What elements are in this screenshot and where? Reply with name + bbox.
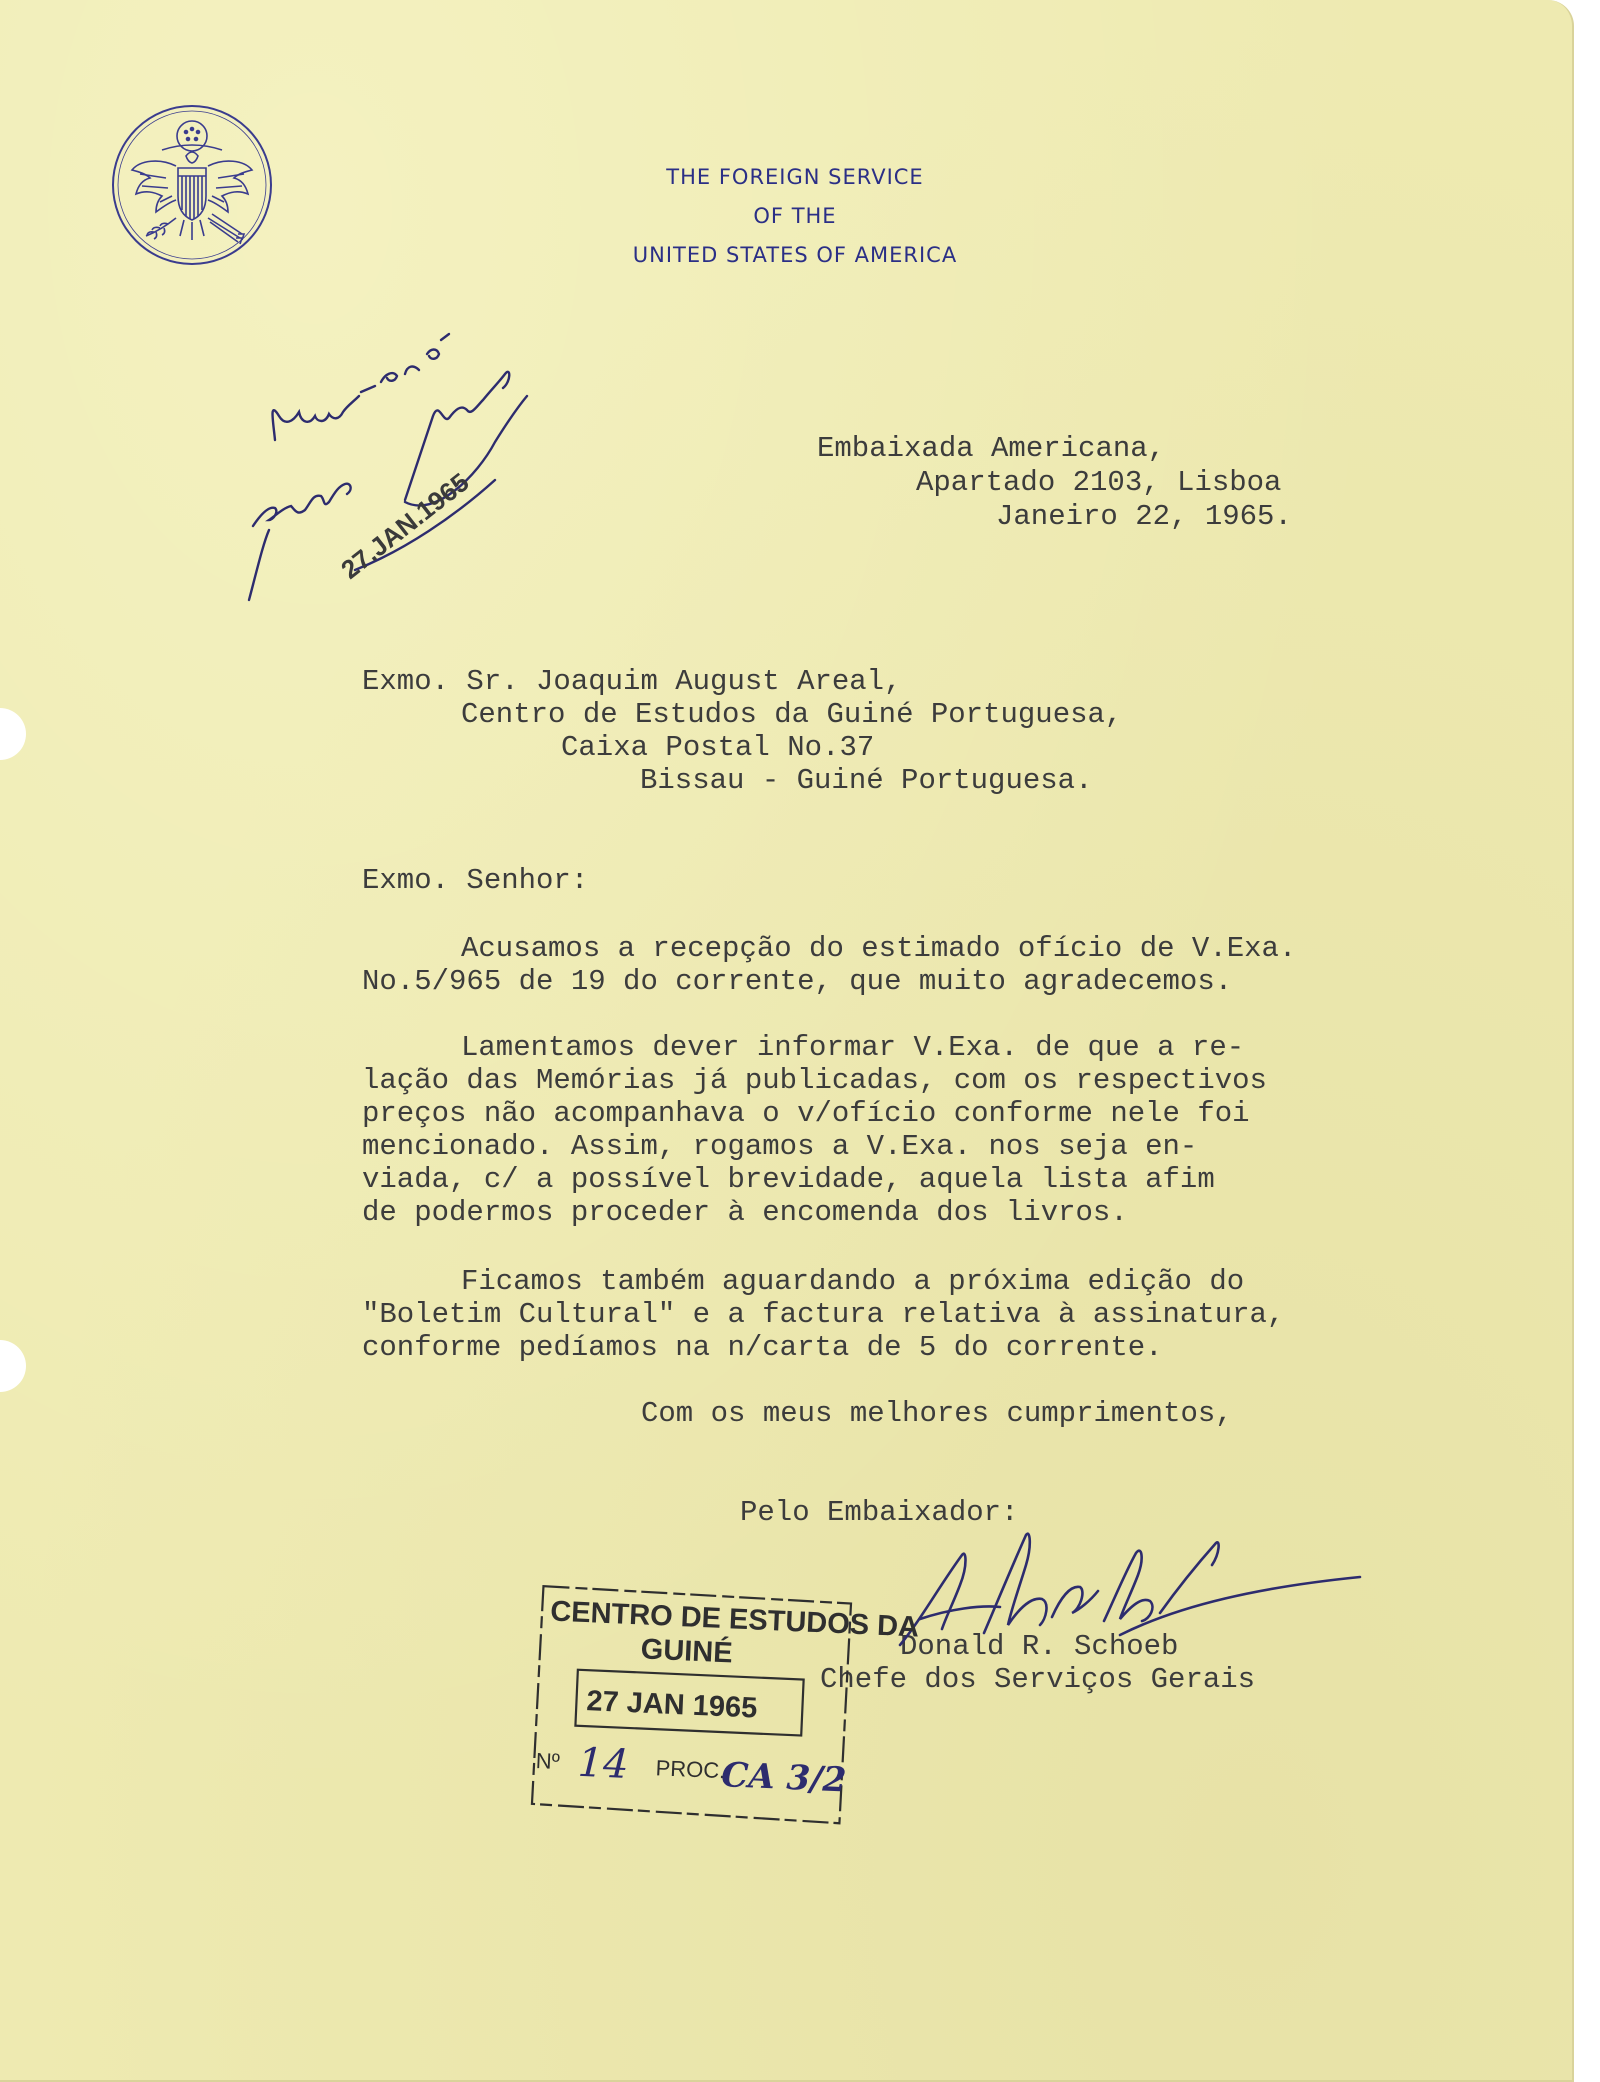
stamp-date: 27 JAN 1965	[585, 1685, 758, 1725]
letterhead-line-1: THE FOREIGN SERVICE	[666, 165, 924, 189]
stamp-proc: CA 3/2	[720, 1755, 848, 1801]
body-p1-line-2: No.5/965 de 19 do corrente, que muito agradecemos.	[362, 965, 1233, 998]
recipient-line-2: Centro de Estudos da Guiné Portuguesa,	[461, 698, 1123, 731]
sender-line-1: Embaixada Americana,	[817, 432, 1166, 465]
handwritten-annotation	[255, 330, 635, 620]
salutation: Exmo. Senhor:	[362, 864, 589, 897]
stamp-proc-label: PROC.	[655, 1755, 726, 1784]
body-p2-line-2: lação das Memórias já publicadas, com os respectivos	[362, 1064, 1267, 1097]
body-p3-line-3: conforme pedíamos na n/carta de 5 do corrente.	[362, 1331, 1163, 1364]
letterhead-line-3: UNITED STATES OF AMERICA	[632, 243, 958, 267]
body-p2-line-4: mencionado. Assim, rogamos a V.Exa. nos seja en-	[362, 1130, 1198, 1163]
stamp-org-line-1: CENTRO DE ESTUDOS DA	[549, 1595, 920, 1644]
recipient-line-3: Caixa Postal No.37	[561, 731, 875, 764]
stamp-org-line-2: GUINÉ	[640, 1633, 734, 1670]
handwritten-signature	[880, 1525, 1370, 1655]
punch-hole-upper	[0, 708, 26, 760]
sender-date: Janeiro 22, 1965.	[996, 500, 1292, 533]
received-stamp	[522, 1578, 920, 1853]
body-p3-line-1: Ficamos também aguardando a próxima edição do	[461, 1265, 1245, 1298]
body-p3-line-2: "Boletim Cultural" e a factura relativa à assinatura,	[362, 1298, 1285, 1331]
letterhead	[560, 158, 1030, 275]
letterhead-line-2: OF THE	[753, 204, 837, 228]
annotation-date-stamp: 27.JAN.1965	[335, 466, 475, 585]
signer-title: Chefe dos Serviços Gerais	[820, 1663, 1256, 1696]
sender-line-2: Apartado 2103, Lisboa	[916, 466, 1282, 499]
body-p2-line-3: preços não acompanhava o v/ofício conforme nele foi	[362, 1097, 1250, 1130]
recipient-line-1: Exmo. Sr. Joaquim August Areal,	[362, 665, 902, 698]
body-p2-line-5: viada, c/ a possível brevidade, aquela lista afim	[362, 1163, 1215, 1196]
recipient-line-4: Bissau - Guiné Portuguesa.	[640, 764, 1093, 797]
great-seal-eagle-icon	[110, 100, 275, 270]
body-p2-line-1: Lamentamos dever informar V.Exa. de que a re-	[461, 1031, 1245, 1064]
stamp-number-label: Nº	[535, 1747, 561, 1775]
body-p1-line-1: Acusamos a recepção do estimado ofício de V.Exa.	[461, 932, 1297, 965]
body-p2-line-6: de podermos proceder à encomenda dos livros.	[362, 1196, 1128, 1229]
on-behalf-line: Pelo Embaixador:	[740, 1496, 1019, 1529]
closing-line: Com os meus melhores cumprimentos,	[641, 1397, 1233, 1430]
signer-name: Donald R. Schoeb	[900, 1630, 1179, 1663]
stamp-number: 14	[576, 1739, 630, 1789]
punch-hole-lower	[0, 1340, 26, 1392]
